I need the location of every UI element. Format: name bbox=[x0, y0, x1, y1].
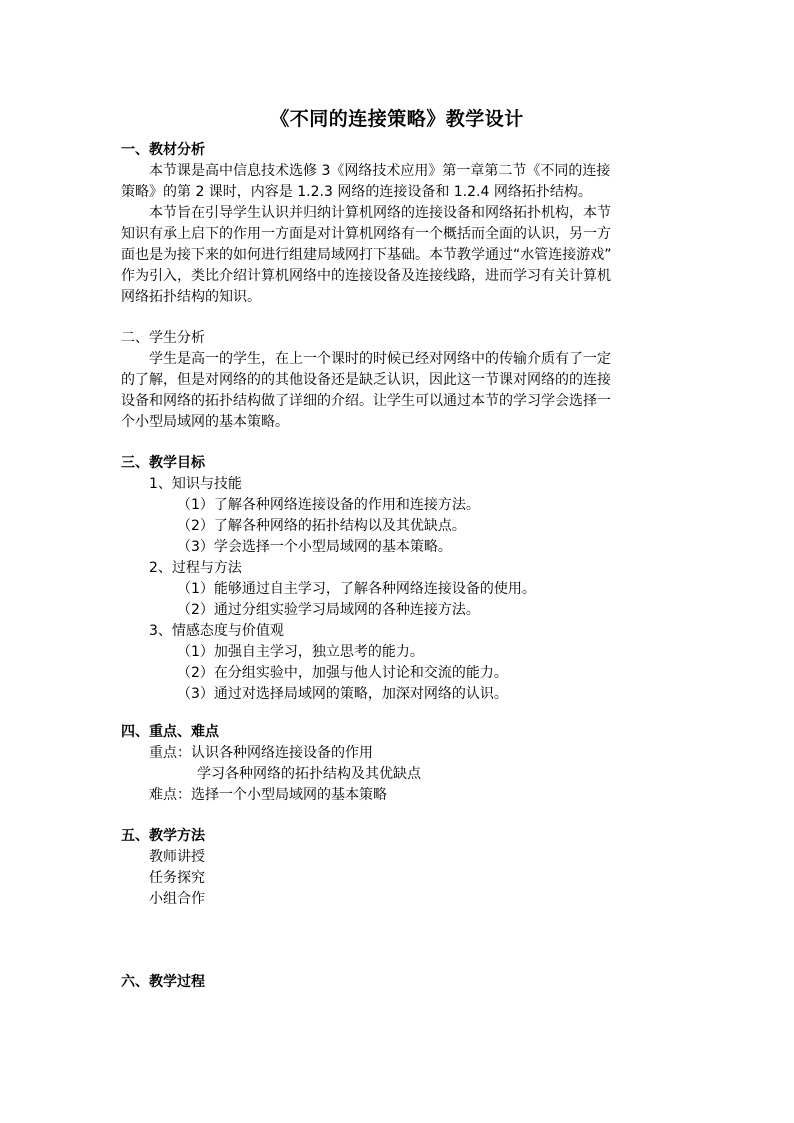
paragraph-line: 本节旨在引导学生认识并归纳计算机网络的连接设备和网络拓扑机构，本节 bbox=[149, 205, 611, 221]
section-heading-teaching-goals: 三、教学目标 bbox=[121, 455, 205, 471]
goal-group-label: 1、知识与技能 bbox=[149, 476, 242, 492]
key-point-line: 学习各种网络的拓扑结构及其优缺点 bbox=[197, 766, 421, 782]
paragraph-line: 面也是为接下来的如何进行组建局域网打下基础。本节教学通过“水管连接游戏” bbox=[121, 247, 612, 263]
paragraph-line: 网络拓扑结构的知识。 bbox=[121, 289, 261, 305]
paragraph-line: 学生是高一的学生，在上一个课时的时候已经对网络中的传输介质有了一定 bbox=[149, 351, 611, 367]
section-heading-teaching-methods: 五、教学方法 bbox=[121, 828, 205, 844]
paragraph-line: 的了解，但是对网络的的其他设备还是缺乏认识，因此这一节课对网络的的连接 bbox=[121, 372, 611, 388]
key-point-line: 重点：认识各种网络连接设备的作用 bbox=[149, 745, 373, 761]
paragraph-line: 策略》的第 2 课时，内容是 1.2.3 网络的连接设备和 1.2.4 网络拓扑结构。 bbox=[121, 184, 592, 200]
section-heading-textbook-analysis: 一、教材分析 bbox=[121, 142, 205, 158]
method-item: 教师讲授 bbox=[149, 849, 205, 865]
document-title: 《不同的连接策略》教学设计 bbox=[270, 108, 524, 130]
goal-group-label: 2、过程与方法 bbox=[149, 560, 242, 576]
paragraph-line: 个小型局域网的基本策略。 bbox=[121, 414, 289, 430]
section-heading-teaching-process: 六、教学过程 bbox=[121, 974, 205, 990]
goal-item: （3）通过对选择局域网的策略，加深对网络的认识。 bbox=[177, 686, 508, 702]
goal-item: （2）了解各种网络的拓扑结构以及其优缺点。 bbox=[177, 518, 466, 534]
paragraph-line: 知识有承上启下的作用一方面是对计算机网络有一个概括而全面的认识，另一方 bbox=[121, 226, 611, 242]
goal-item: （1）了解各种网络连接设备的作用和连接方法。 bbox=[177, 497, 480, 513]
goal-item: （2）在分组实验中，加强与他人讨论和交流的能力。 bbox=[177, 665, 508, 681]
section-heading-key-points: 四、重点、难点 bbox=[121, 724, 219, 740]
section-heading-student-analysis: 二、学生分析 bbox=[121, 330, 205, 346]
goal-item: （1）加强自主学习，独立思考的能力。 bbox=[177, 644, 424, 660]
method-item: 小组合作 bbox=[149, 891, 205, 907]
difficulty-line: 难点：选择一个小型局域网的基本策略 bbox=[149, 787, 387, 803]
goal-group-label: 3、情感态度与价值观 bbox=[149, 623, 284, 639]
goal-item: （3）学会选择一个小型局域网的基本策略。 bbox=[177, 539, 452, 555]
goal-item: （1）能够通过自主学习，了解各种网络连接设备的使用。 bbox=[177, 581, 536, 597]
paragraph-line: 设备和网络的拓扑结构做了详细的介绍。让学生可以通过本节的学习学会选择一 bbox=[121, 393, 611, 409]
goal-item: （2）通过分组实验学习局域网的各种连接方法。 bbox=[177, 602, 480, 618]
paragraph-line: 作为引入，类比介绍计算机网络中的连接设备及连接线路，进而学习有关计算机 bbox=[121, 268, 611, 284]
method-item: 任务探究 bbox=[149, 870, 205, 886]
paragraph-line: 本节课是高中信息技术选修 3《网络技术应用》第一章第二节《不同的连接 bbox=[149, 163, 611, 179]
